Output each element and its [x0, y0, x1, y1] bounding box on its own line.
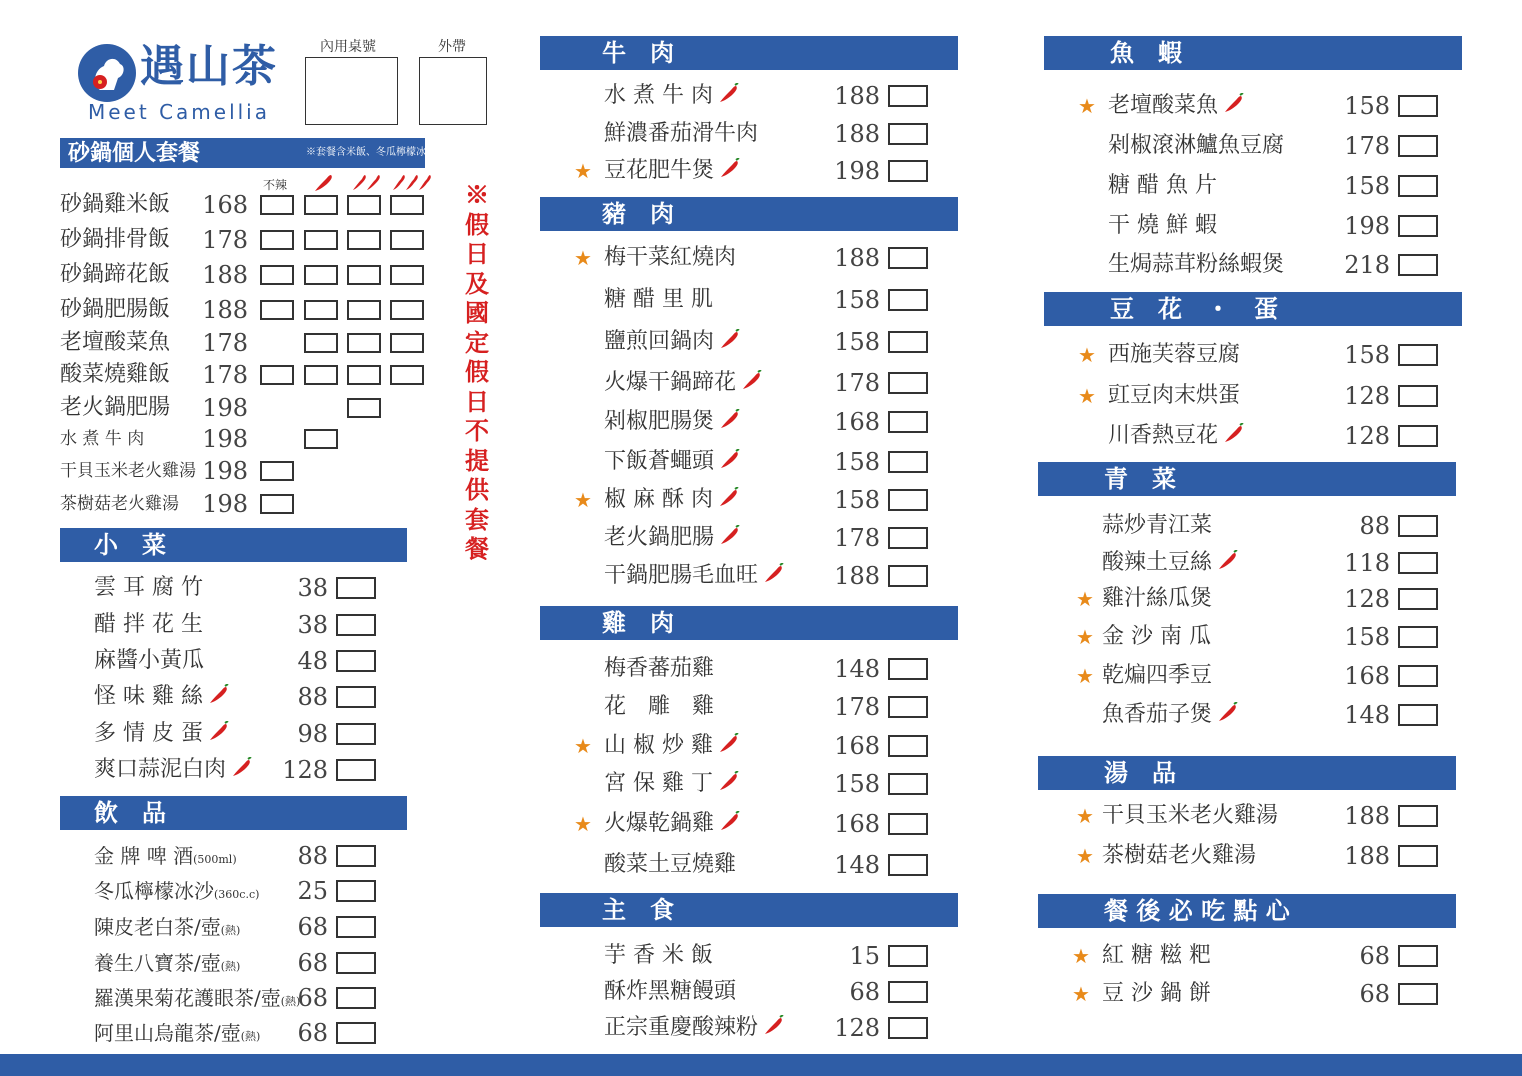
brand-subtitle: Meet Camellia: [88, 100, 270, 124]
chili-icon: [717, 83, 739, 105]
menu-item-price: 25: [297, 877, 328, 905]
star-icon: ★: [574, 246, 592, 270]
order-checkbox[interactable]: [390, 265, 424, 285]
dine-in-label: 內用桌號: [320, 39, 376, 55]
order-checkbox[interactable]: [347, 333, 381, 353]
menu-item-name: 多 情 皮 蛋: [94, 719, 229, 749]
menu-item-price: 128: [834, 1014, 880, 1042]
menu-item-name: 蒜炒青江菜: [1102, 513, 1213, 538]
star-icon: ★: [574, 812, 592, 836]
menu-item-name: 養生八寶茶/壺(熱): [94, 951, 241, 975]
dine-in-table-box[interactable]: [305, 57, 398, 125]
combo-row: [0, 225, 430, 255]
order-checkbox[interactable]: [260, 300, 294, 320]
section-header: 豬 肉: [540, 197, 958, 231]
order-checkbox[interactable]: [336, 686, 376, 708]
combo-item-price: 198: [202, 425, 248, 453]
order-checkbox[interactable]: [888, 123, 928, 145]
menu-item-name: 紅 糖 糍 粑: [1102, 943, 1211, 968]
combo-item-price: 168: [202, 191, 248, 219]
menu-item-price: 128: [282, 756, 328, 784]
order-checkbox[interactable]: [1398, 805, 1438, 827]
order-checkbox[interactable]: [1398, 665, 1438, 687]
menu-item-name: 生焗蒜茸粉絲蝦煲: [1108, 252, 1285, 277]
order-checkbox[interactable]: [1398, 344, 1438, 366]
combo-row: [0, 360, 430, 390]
combo-item-name: 酸菜燒雞飯: [60, 362, 171, 387]
section-header: 青 菜: [1038, 462, 1456, 496]
order-checkbox[interactable]: [347, 398, 381, 418]
combo-item-name: 老壇酸菜魚: [60, 330, 171, 355]
order-checkbox[interactable]: [888, 527, 928, 549]
menu-item-price: 68: [297, 949, 328, 977]
menu-item-price: 158: [834, 770, 880, 798]
order-checkbox[interactable]: [1398, 215, 1438, 237]
menu-item-price: 178: [834, 369, 880, 397]
order-checkbox[interactable]: [336, 880, 376, 902]
menu-item-name: 羅漢果菊花護眼茶/壺(熱): [94, 986, 301, 1010]
chili-icon: [718, 409, 740, 431]
order-checkbox[interactable]: [336, 577, 376, 599]
order-checkbox[interactable]: [888, 85, 928, 107]
star-icon: ★: [574, 488, 592, 512]
combo-item-price: 198: [202, 490, 248, 518]
order-checkbox[interactable]: [260, 230, 294, 250]
order-checkbox[interactable]: [260, 365, 294, 385]
chili-icon: [717, 733, 739, 755]
menu-item-name: 干鍋肥腸毛血旺: [604, 561, 784, 591]
order-checkbox[interactable]: [888, 945, 928, 967]
order-checkbox[interactable]: [260, 195, 294, 215]
order-checkbox[interactable]: [1398, 135, 1438, 157]
menu-item-price: 148: [834, 851, 880, 879]
menu-item-name: 爽口蒜泥白肉: [94, 755, 252, 785]
order-checkbox[interactable]: [336, 614, 376, 636]
heat-level-none: 不辣: [263, 178, 288, 192]
order-checkbox[interactable]: [336, 952, 376, 974]
order-checkbox[interactable]: [888, 854, 928, 876]
chili-icon: [1216, 550, 1238, 572]
combo-row: [0, 424, 430, 454]
chili-icon: [1222, 93, 1244, 115]
menu-item-name: 陳皮老白茶/壺(熱): [94, 915, 241, 939]
section-header: 飲 品: [60, 796, 407, 830]
order-checkbox[interactable]: [888, 696, 928, 718]
section-header: 雞 肉: [540, 606, 958, 640]
camellia-flower-icon: [78, 44, 136, 102]
order-checkbox[interactable]: [888, 981, 928, 1003]
chili-icon: [740, 370, 762, 392]
menu-item-name: 魚香茄子煲: [1102, 700, 1238, 730]
order-checkbox[interactable]: [390, 195, 424, 215]
menu-item-price: 128: [1344, 585, 1390, 613]
order-checkbox[interactable]: [304, 300, 338, 320]
star-icon: ★: [1072, 944, 1090, 968]
menu-item-price: 168: [834, 408, 880, 436]
combo-row: [0, 190, 430, 220]
order-checkbox[interactable]: [336, 987, 376, 1009]
order-checkbox[interactable]: [888, 1017, 928, 1039]
menu-item-note: (熱): [220, 924, 241, 937]
order-checkbox[interactable]: [888, 247, 928, 269]
order-checkbox[interactable]: [1398, 95, 1438, 117]
menu-item-price: 188: [834, 82, 880, 110]
menu-item-name: 梅香蕃茄雞: [604, 656, 715, 681]
combo-note: ※套餐含米飯、冬瓜檸檬冰沙: [306, 147, 436, 158]
order-checkbox[interactable]: [1398, 515, 1438, 537]
section-header: 魚 蝦: [1044, 36, 1462, 70]
menu-item-name: 下飯蒼蠅頭: [604, 447, 740, 477]
chili-icon: [762, 563, 784, 585]
menu-item-price: 88: [297, 683, 328, 711]
order-checkbox[interactable]: [347, 365, 381, 385]
order-checkbox[interactable]: [390, 230, 424, 250]
menu-item-price: 158: [834, 328, 880, 356]
star-icon: ★: [1076, 664, 1094, 688]
star-icon: ★: [574, 734, 592, 758]
star-icon: ★: [574, 159, 592, 183]
order-checkbox[interactable]: [888, 658, 928, 680]
menu-item-name: 火爆乾鍋雞: [604, 809, 740, 839]
menu-item-name: 乾煸四季豆: [1102, 663, 1213, 688]
order-checkbox[interactable]: [1398, 552, 1438, 574]
chili-icon: [717, 487, 739, 509]
menu-item-price: 68: [1359, 980, 1390, 1008]
order-checkbox[interactable]: [260, 265, 294, 285]
menu-item-price: 38: [297, 611, 328, 639]
menu-item-name: 干貝玉米老火雞湯: [1102, 803, 1279, 828]
order-checkbox[interactable]: [336, 650, 376, 672]
order-checkbox[interactable]: [888, 451, 928, 473]
menu-item-name: 剁椒肥腸煲: [604, 407, 740, 437]
menu-item-name: 茶樹菇老火雞湯: [1102, 843, 1257, 868]
menu-item-price: 178: [1344, 132, 1390, 160]
chili-icon: [718, 811, 740, 833]
combo-item-name: 砂鍋蹄花飯: [60, 262, 171, 287]
order-checkbox[interactable]: [336, 759, 376, 781]
menu-item-name: 正宗重慶酸辣粉: [604, 1013, 784, 1043]
combo-item-price: 188: [202, 296, 248, 324]
star-icon: ★: [1076, 587, 1094, 611]
combo-row: [0, 456, 430, 486]
menu-item-price: 168: [1344, 662, 1390, 690]
order-checkbox[interactable]: [888, 372, 928, 394]
brand-name: 遇山茶: [140, 41, 278, 92]
order-checkbox[interactable]: [336, 723, 376, 745]
menu-item-name: 芋 香 米 飯: [604, 943, 713, 968]
order-checkbox[interactable]: [304, 333, 338, 353]
menu-item-name: 老壇酸菜魚: [1108, 91, 1244, 121]
combo-item-name: 砂鍋雞米飯: [60, 192, 171, 217]
order-checkbox[interactable]: [1398, 588, 1438, 610]
menu-item-price: 168: [834, 810, 880, 838]
order-checkbox[interactable]: [347, 230, 381, 250]
order-checkbox[interactable]: [888, 489, 928, 511]
section-header: 湯 品: [1038, 756, 1456, 790]
menu-item-name: 糖 醋 魚 片: [1108, 173, 1217, 198]
star-icon: ★: [1076, 804, 1094, 828]
menu-item-name: 糖 醋 里 肌: [604, 287, 713, 312]
order-checkbox[interactable]: [336, 845, 376, 867]
menu-item-price: 188: [1344, 802, 1390, 830]
order-checkbox[interactable]: [1398, 425, 1438, 447]
menu-item-name: 雲 耳 腐 竹: [94, 575, 203, 600]
logo-mark: [78, 44, 136, 102]
chili-icon: [1216, 702, 1238, 724]
menu-item-name: 怪 味 雞 絲: [94, 682, 229, 712]
menu-item-price: 68: [297, 1019, 328, 1047]
order-checkbox[interactable]: [1398, 983, 1438, 1005]
combo-item-price: 198: [202, 457, 248, 485]
chili-icon: [718, 158, 740, 180]
menu-item-name: 水 煮 牛 肉: [604, 81, 739, 111]
menu-item-name: 剁椒滾淋鱸魚豆腐: [1108, 133, 1285, 158]
star-icon: ★: [1076, 844, 1094, 868]
combo-row: [0, 328, 430, 358]
order-checkbox[interactable]: [888, 160, 928, 182]
menu-item-price: 178: [834, 693, 880, 721]
order-checkbox[interactable]: [347, 265, 381, 285]
menu-item-price: 158: [1344, 92, 1390, 120]
menu-item-price: 158: [1344, 623, 1390, 651]
menu-item-name: 鹽煎回鍋肉: [604, 327, 740, 357]
menu-item-price: 15: [849, 942, 880, 970]
chili-icon: [762, 1015, 784, 1037]
holiday-note: ※假日及國定假日不提供套餐: [465, 180, 489, 563]
chili-icon: [207, 721, 229, 743]
combo-item-name: 砂鍋排骨飯: [60, 227, 171, 252]
order-checkbox[interactable]: [1398, 945, 1438, 967]
order-checkbox[interactable]: [336, 1022, 376, 1044]
combo-title: 砂鍋個人套餐: [68, 140, 201, 166]
menu-item-price: 148: [1344, 701, 1390, 729]
menu-item-name: 豆花肥牛煲: [604, 156, 740, 186]
combo-item-price: 178: [202, 329, 248, 357]
combo-item-name: 水 煮 牛 肉: [60, 429, 145, 449]
order-checkbox[interactable]: [390, 300, 424, 320]
section-header: 豆 花 ・ 蛋: [1044, 292, 1462, 326]
combo-item-price: 198: [202, 394, 248, 422]
menu-item-row: [0, 912, 328, 942]
section-header: 牛 肉: [540, 36, 958, 70]
takeout-box[interactable]: [419, 57, 487, 125]
menu-item-note: (熱): [240, 1030, 261, 1043]
menu-item-name: 酸菜土豆燒雞: [604, 852, 737, 877]
combo-item-name: 老火鍋肥腸: [60, 395, 171, 420]
menu-item-name: 金 沙 南 瓜: [1102, 624, 1211, 649]
bottom-bar: [0, 1054, 1522, 1076]
menu-item-name: 金 牌 啤 酒(500ml): [94, 844, 237, 868]
menu-item-price: 38: [297, 574, 328, 602]
star-icon: ★: [1072, 982, 1090, 1006]
order-checkbox[interactable]: [1398, 626, 1438, 648]
order-checkbox[interactable]: [888, 813, 928, 835]
menu-item-name: 豆 沙 鍋 餅: [1102, 981, 1211, 1006]
menu-item-price: 218: [1344, 251, 1390, 279]
section-header: 餐 後 必 吃 點 心: [1038, 894, 1456, 928]
takeout-label: 外帶: [438, 39, 466, 55]
combo-row: [0, 393, 430, 423]
menu-item-price: 68: [297, 984, 328, 1012]
menu-item-note: (熱): [220, 960, 241, 973]
menu-item-name: 火爆干鍋蹄花: [604, 368, 762, 398]
menu-item-price: 68: [849, 978, 880, 1006]
menu-item-name: 酸辣土豆絲: [1102, 548, 1238, 578]
menu-item-price: 158: [834, 286, 880, 314]
order-checkbox[interactable]: [336, 916, 376, 938]
menu-item-note: (360c.c): [214, 888, 260, 901]
menu-item-price: 168: [834, 732, 880, 760]
chili-icon: [718, 449, 740, 471]
menu-item-price: 88: [1359, 512, 1390, 540]
order-checkbox[interactable]: [304, 365, 338, 385]
menu-item-name: 川香熱豆花: [1108, 421, 1244, 451]
menu-item-price: 68: [297, 913, 328, 941]
menu-item-price: 128: [1344, 422, 1390, 450]
menu-item-name: 雞汁絲瓜煲: [1102, 586, 1213, 611]
menu-item-name: 酥炸黑糖饅頭: [604, 979, 737, 1004]
combo-item-price: 178: [202, 226, 248, 254]
order-checkbox[interactable]: [888, 773, 928, 795]
menu-item-price: 148: [834, 655, 880, 683]
menu-item-note: (熱): [280, 995, 301, 1008]
order-checkbox[interactable]: [390, 365, 424, 385]
order-checkbox[interactable]: [304, 230, 338, 250]
menu-item-price: 188: [834, 562, 880, 590]
order-checkbox[interactable]: [260, 494, 294, 514]
menu-item-price: 178: [834, 524, 880, 552]
menu-item-price: 158: [834, 448, 880, 476]
chili-icon: [207, 684, 229, 706]
menu-item-price: 118: [1344, 549, 1390, 577]
order-checkbox[interactable]: [888, 289, 928, 311]
menu-item-note: (500ml): [193, 853, 237, 866]
menu-item-price: 98: [297, 720, 328, 748]
menu-item-name: 阿里山烏龍茶/壺(熱): [94, 1021, 261, 1045]
combo-item-name: 砂鍋肥腸飯: [60, 297, 171, 322]
menu-item-price: 68: [1359, 942, 1390, 970]
menu-item-name: 花 雕 雞: [604, 694, 715, 719]
menu-item-price: 88: [297, 842, 328, 870]
order-checkbox[interactable]: [1398, 704, 1438, 726]
order-checkbox[interactable]: [347, 195, 381, 215]
star-icon: ★: [1078, 384, 1096, 408]
combo-row: [0, 489, 430, 519]
order-checkbox[interactable]: [888, 331, 928, 353]
menu-item-name: 醋 拌 花 生: [94, 612, 203, 637]
section-header: 小 菜: [60, 528, 407, 562]
order-checkbox[interactable]: [304, 429, 338, 449]
order-checkbox[interactable]: [1398, 845, 1438, 867]
menu-item-name: 椒 麻 酥 肉: [604, 485, 739, 515]
combo-item-name: 干貝玉米老火雞湯: [60, 461, 196, 481]
chili-icon: [718, 329, 740, 351]
menu-item-price: 158: [1344, 341, 1390, 369]
order-checkbox[interactable]: [888, 411, 928, 433]
order-checkbox[interactable]: [1398, 175, 1438, 197]
order-checkbox[interactable]: [888, 565, 928, 587]
menu-item-name: 宮 保 雞 丁: [604, 769, 739, 799]
section-header: 主 食: [540, 893, 958, 927]
chili-icon: [1222, 423, 1244, 445]
chili-icon: [230, 757, 252, 779]
chili-icon: [717, 771, 739, 793]
menu-item-price: 158: [834, 486, 880, 514]
combo-row: [0, 295, 430, 325]
menu-item-name: 西施芙蓉豆腐: [1108, 342, 1241, 367]
menu-item-price: 198: [1344, 212, 1390, 240]
order-checkbox[interactable]: [390, 333, 424, 353]
star-icon: ★: [1076, 625, 1094, 649]
combo-item-name: 茶樹菇老火雞湯: [60, 494, 179, 514]
menu-item-price: 188: [1344, 842, 1390, 870]
order-checkbox[interactable]: [304, 265, 338, 285]
menu-item-name: 冬瓜檸檬冰沙(360c.c): [94, 879, 260, 903]
menu-item-name: 干 燒 鮮 蝦: [1108, 213, 1217, 238]
menu-item-name: 老火鍋肥腸: [604, 523, 740, 553]
menu-item-name: 麻醬小黃瓜: [94, 648, 205, 673]
menu-item-name: 鮮濃番茄滑牛肉: [604, 121, 759, 146]
order-checkbox[interactable]: [304, 195, 338, 215]
menu-item-price: 188: [834, 120, 880, 148]
star-icon: ★: [1078, 343, 1096, 367]
order-checkbox[interactable]: [1398, 254, 1438, 276]
order-checkbox[interactable]: [1398, 385, 1438, 407]
menu-item-name: 梅干菜紅燒肉: [604, 245, 737, 270]
menu-item-price: 198: [834, 157, 880, 185]
menu-item-price: 188: [834, 244, 880, 272]
chili-icon: [718, 525, 740, 547]
combo-item-price: 188: [202, 261, 248, 289]
menu-item-price: 48: [297, 647, 328, 675]
star-icon: ★: [1078, 94, 1096, 118]
menu-item-row: [0, 876, 328, 906]
order-checkbox[interactable]: [260, 461, 294, 481]
menu-item-name: 豇豆肉末烘蛋: [1108, 383, 1241, 408]
order-checkbox[interactable]: [347, 300, 381, 320]
combo-row: [0, 260, 430, 290]
combo-section-header: [60, 138, 436, 168]
order-checkbox[interactable]: [888, 735, 928, 757]
combo-item-price: 178: [202, 361, 248, 389]
menu-item-price: 128: [1344, 382, 1390, 410]
menu-item-name: 山 椒 炒 雞: [604, 731, 739, 761]
menu-item-price: 158: [1344, 172, 1390, 200]
